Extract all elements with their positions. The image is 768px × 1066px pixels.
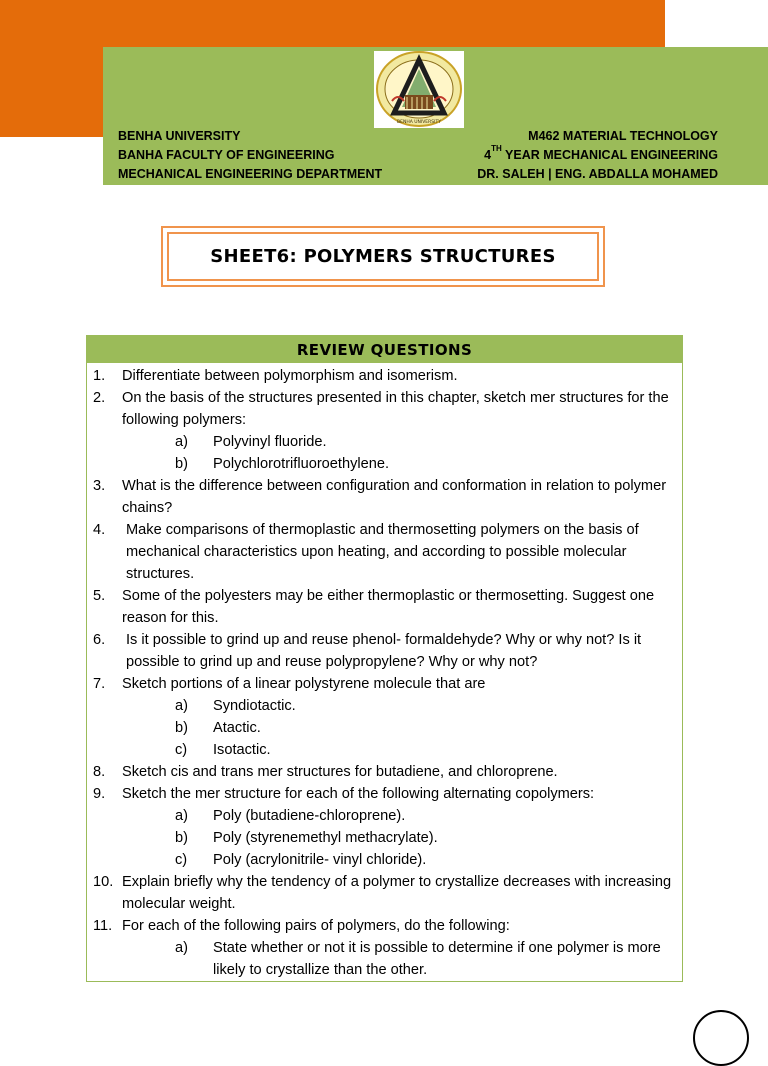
question-text: Explain briefly why the tendency of a polymer to crystallize decreases with increasing molecular weight. — [122, 874, 672, 912]
review-questions-box — [86, 335, 683, 982]
university-name: BENHA UNIVERSITY — [118, 129, 241, 143]
university-logo — [374, 51, 464, 128]
review-questions-heading: REVIEW QUESTIONS — [87, 336, 682, 363]
question-item — [87, 475, 682, 519]
question-text: Sketch portions of a linear polystyrene molecule that are — [122, 676, 486, 692]
sub-question-label: c) — [175, 852, 188, 868]
sub-question-label: b) — [175, 830, 188, 846]
question-text: Is it possible to grind up and reuse phenol- formaldehyde? Why or why not? Is it possible to grind up and reuse polypropylene? Why or why not? — [126, 632, 642, 670]
question-text: Sketch cis and trans mer structures for butadiene, and chloroprene. — [122, 764, 558, 780]
question-number: 3. — [93, 478, 106, 494]
question-number: 5. — [93, 588, 106, 604]
sub-question-item — [175, 453, 682, 475]
department-name: MECHANICAL ENGINEERING DEPARTMENT — [118, 167, 383, 181]
question-item — [87, 871, 682, 915]
sub-question-text: Syndiotactic. — [213, 698, 296, 714]
sub-question-text: Atactic. — [213, 720, 261, 736]
question-item — [87, 761, 682, 783]
sub-question-item — [175, 937, 682, 981]
year-line: 4TH YEAR MECHANICAL ENGINEERING — [484, 144, 718, 162]
question-number: 9. — [93, 786, 106, 802]
question-text: On the basis of the structures presented in this chapter, sketch mer structures for the following polymers: — [122, 390, 669, 428]
question-text: For each of the following pairs of polymers, do the following: — [122, 918, 510, 934]
sub-question-text: Polyvinyl fluoride. — [213, 434, 327, 450]
header-left-block — [118, 127, 382, 184]
faculty-name: BANHA FACULTY OF ENGINEERING — [118, 148, 335, 162]
sub-question-label: c) — [175, 742, 188, 758]
sub-question-item — [175, 849, 682, 871]
sheet-title: SHEET6: POLYMERS STRUCTURES — [167, 232, 599, 281]
question-number: 4. — [93, 522, 106, 538]
question-item — [87, 365, 682, 387]
sub-question-label: b) — [175, 456, 188, 472]
question-number: 6. — [93, 632, 106, 648]
question-text: Make comparisons of thermoplastic and thermosetting polymers on the basis of mechanical characteristics upon heating, and according to possible molecular structures. — [126, 522, 639, 582]
sub-question-item — [175, 827, 682, 849]
question-text: Some of the polyesters may be either thermoplastic or thermosetting. Suggest one reason for this. — [122, 588, 655, 626]
sheet-title-box — [161, 226, 605, 287]
sub-question-label: b) — [175, 720, 188, 736]
sub-question-text: Poly (acrylonitrile- vinyl chloride). — [213, 852, 427, 868]
sub-question-text: Poly (styrenemethyl methacrylate). — [213, 830, 438, 846]
sub-question-text: State whether or not it is possible to determine if one polymer is more likely to crystallize than the other. — [213, 940, 661, 978]
question-number: 7. — [93, 676, 106, 692]
header-right-block — [477, 127, 718, 184]
question-item — [87, 783, 682, 805]
sub-question-item — [175, 805, 682, 827]
sub-question-item — [175, 695, 682, 717]
instructors: DR. SALEH | ENG. ABDALLA MOHAMED — [477, 167, 718, 181]
sub-question-label: a) — [175, 940, 188, 956]
sub-question-label: a) — [175, 434, 188, 450]
question-item — [87, 387, 682, 431]
page-number-circle — [693, 1010, 749, 1066]
question-number: 8. — [93, 764, 106, 780]
question-text: Sketch the mer structure for each of the following alternating copolymers: — [122, 786, 595, 802]
sub-question-item — [175, 717, 682, 739]
question-number: 10. — [93, 874, 114, 890]
question-text: Differentiate between polymorphism and isomerism. — [122, 368, 458, 384]
sub-question-label: a) — [175, 808, 188, 824]
sub-question-label: a) — [175, 698, 188, 714]
question-number: 11. — [93, 918, 113, 934]
question-text: What is the difference between configuration and conformation in relation to polymer chains? — [122, 478, 667, 516]
sub-question-text: Poly (butadiene-chloroprene). — [213, 808, 406, 824]
question-item — [87, 915, 682, 937]
sub-question-item — [175, 431, 682, 453]
question-item — [87, 585, 682, 629]
question-item — [87, 519, 682, 585]
question-number: 2. — [93, 390, 106, 406]
question-item — [87, 629, 682, 673]
question-number: 1. — [93, 368, 106, 384]
sub-question-text: Isotactic. — [213, 742, 271, 758]
svg-text:BENHA UNIVERSITY: BENHA UNIVERSITY — [397, 120, 441, 125]
course-code: M462 MATERIAL TECHNOLOGY — [528, 129, 718, 143]
sub-question-text: Polychlorotrifluoroethylene. — [213, 456, 390, 472]
sub-question-item — [175, 739, 682, 761]
question-item — [87, 673, 682, 695]
review-questions-list — [87, 363, 682, 981]
